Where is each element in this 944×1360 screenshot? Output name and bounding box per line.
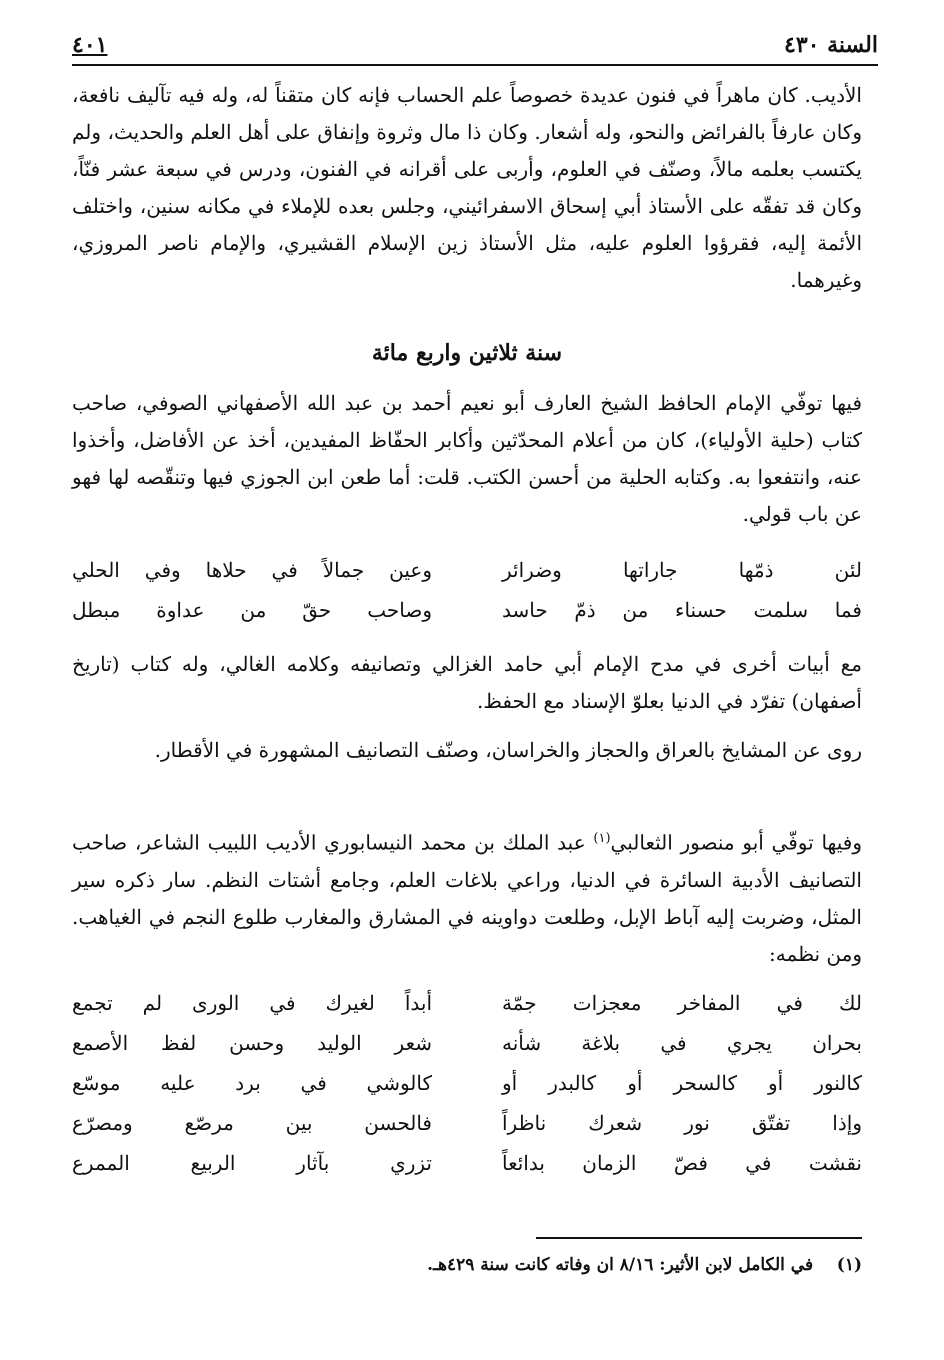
running-title: السنة ٤٣٠ — [784, 32, 878, 58]
verse-second-hemistich: تزري بآثار الربيع الممرع — [72, 1151, 432, 1175]
paragraph-narration: روى عن المشايخ بالعراق والحجاز والخراسان، وصنّف التصانيف المشهورة في الأقطار. — [154, 738, 862, 762]
footnote-text: في الكامل لابن الأثير: ٨/١٦ ان وفاته كانت سنة ٤٢٩هـ. — [427, 1255, 814, 1275]
verse-first-hemistich: كالنور أو كالسحر أو كالبدر أو — [502, 1071, 862, 1095]
footnote-reference: (١) — [593, 831, 611, 846]
verse-line — [72, 1103, 862, 1143]
verse-line — [72, 1143, 862, 1183]
verse-first-hemistich: بحران يجري في بلاغة شأنه — [502, 1031, 862, 1055]
footnote — [72, 1250, 862, 1280]
verse-first-hemistich: لئن ذمّها جاراتها وضرائر — [502, 558, 862, 582]
footnote-marker: (١) — [836, 1255, 862, 1275]
verse-first-hemistich: فما سلمت حسناء من ذمّ حاسد — [502, 598, 862, 622]
verse-line — [72, 1023, 862, 1063]
verse-second-hemistich: أبداً لغيرك في الورى لم تجمع — [72, 991, 432, 1015]
page-header — [72, 30, 878, 64]
paragraph-biography: الأديب. كان ماهراً في فنون عديدة خصوصاً علم الحساب فإنه كان متقناً له، وله فيه تآليف نافعة، وكان عارفاً بالفرائض والنحو، وله أشعار. وكان ذا مال وثروة وإنفاق على أهل العلم والحديث، ولم يكتسب بعلمه مالاً، وصنّف في العلوم، وأربى على أقرانه في الفنون، ودرس في سبعة عشر فنّاً، وكان قد تفقّه على الأستاذ أبي إسحاق الاسفرائيني، وجلس بعده للإملاء في مكانه سنين، واختلف الأئمة إليه، فقرؤوا العلوم عليه، مثل الأستاذ زين الإسلام القشيري، والإمام ناصر المروزي، وغيرهما. — [72, 83, 862, 292]
verse-first-hemistich: وإذا تفتّق نور شعرك ناظراً — [502, 1111, 862, 1135]
verse-line — [72, 590, 862, 630]
verse-line — [72, 983, 862, 1023]
verse-second-hemistich: كالوشي في برد عليه موسّع — [72, 1071, 432, 1095]
section-heading: سنة ثلاثين واربع مائة — [371, 340, 563, 366]
verse-first-hemistich: لك في المفاخر معجزات جمّة — [502, 991, 862, 1015]
footnote-rule — [536, 1237, 862, 1239]
paragraph-text-start: وفيها توفّي أبو منصور الثعالبي — [610, 830, 863, 855]
header-rule — [72, 64, 878, 66]
paragraph-abu-nuaym: فيها توفّي الإمام الحافظ الشيخ العارف أبو نعيم أحمد بن عبد الله الأصفهاني الصوفي، صاحب كتاب (حلية الأولياء)، كان من أعلام المحدّثين وأكابر الحفّاظ المفيدين، أخذ عن الأفاضل، وأخذوا عنه، وانتفعوا به. وكتابه الحلية من أحسن الكتب. قلت: أما طعن ابن الجوزي فيها وتنقّصه لها فهو عن باب قولي. — [72, 391, 863, 526]
paragraph-other-verses: مع أبيات أخرى في مدح الإمام أبي حامد الغزالي وتصانيفه وكلامه الغالي، وله كتاب (تاريخ أصفهان) تفرّد في الدنيا بعلوّ الإسناد مع الحفظ. — [72, 652, 862, 713]
verse-line — [72, 1063, 862, 1103]
verse-second-hemistich: وعين جمالاً في حلاها وفي الحلي — [72, 558, 432, 582]
verse-second-hemistich: وصاحب حقّ من عداوة مبطل — [72, 598, 432, 622]
paragraph-text-rest: عبد الملك بن محمد النيسابوري الأديب اللبيب الشاعر، صاحب التصانيف الأدبية السائرة في الدنيا، وراعي بلاغات العلم، وجامع أشتات النظم. سار ذكره سير المثل، وضربت إليه آباط الإبل، وطلعت دواوينه في المشارق والمغارب طلوع النجم في الغياهب. ومن نظمه: — [72, 830, 862, 966]
verse-line — [72, 550, 862, 590]
page-number: ٤٠١ — [72, 32, 108, 58]
verse-first-hemistich: نقشت في فصّ الزمان بدائعاً — [502, 1151, 862, 1175]
verse-second-hemistich: فالحسن بين مرصّع ومصرّع — [72, 1111, 432, 1135]
verse-second-hemistich: شعر الوليد وحسن لفظ الأصمع — [72, 1031, 432, 1055]
paragraph-thaalibi — [72, 820, 862, 973]
